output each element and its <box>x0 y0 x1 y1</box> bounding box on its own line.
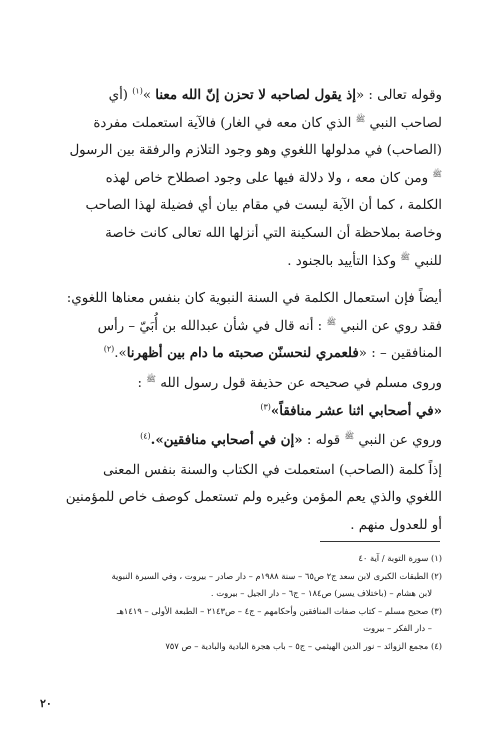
text-run: فقد روي عن النبي <box>336 318 442 334</box>
text-run: أو للعدول منهم . <box>350 517 442 533</box>
text-run: : <box>137 375 147 391</box>
salutation-glyph: ﷺ <box>400 252 410 262</box>
hadith-quote: في أصحابي اثنا عشر منافقاً <box>279 402 434 419</box>
footnote-3: (٣) صحيح مسلم – كتاب صفات المنافقين وأحكامهم – ج٤ – ص٢١٤٣ – الطبعة الأولى – ١٤١٩هـ <box>116 605 442 616</box>
salutation-glyph: ﷺ <box>355 114 366 124</box>
salutation-glyph: ﷺ <box>432 169 442 179</box>
footnote-4: (٤) مجمع الزوائد – نور الدين الهيثمي – ج٥ – باب هجرة البادية والبادية – ص ٧٥٧ <box>165 640 442 651</box>
paragraph-2 <box>62 285 442 368</box>
salutation-glyph: ﷺ <box>344 431 355 441</box>
text-run: للنبي <box>409 253 442 269</box>
main-text <box>62 82 442 540</box>
paragraph-5 <box>62 457 442 540</box>
footnote-ref-4: (٤) <box>140 431 151 441</box>
text-run: : أنه قال في شأن عبدالله بن أُبَيّ – رأس <box>97 318 327 334</box>
hadith-quote: «إن في أصحابي منافقين». <box>150 432 303 449</box>
text-run: وخاصة بملاحظة أن السكينة التي أنزلها الله تعالى كانت خاصة <box>105 225 442 241</box>
text-run: اللغوي والذي يعم المؤمن وغيره ولم تستعمل كوصف خاص للمؤمنين <box>65 490 442 506</box>
text-run: « <box>433 402 442 419</box>
text-run: أيضاً فإن استعمال الكلمة في السنة النبوية كان بنفس معناها اللغوي: <box>66 291 442 307</box>
footnote-2: (٢) الطبقات الكبرى لابن سعد ج٢ ص٦٥ – سنة ١٩٨٨م – دار صادر – بيروت ، وفي السيرة النبوية <box>111 570 442 581</box>
paragraph-1 <box>62 82 442 275</box>
text-run: وروي عن النبي <box>354 433 442 449</box>
text-run: » <box>270 402 280 419</box>
paragraph-3 <box>62 370 442 425</box>
paragraph-4 <box>62 427 442 455</box>
text-run: لصاحب النبي <box>365 115 442 131</box>
text-run: ومن كان معه ، ولا دلالة فيها على وجود اصطلاح خاص لهذه <box>105 170 433 186</box>
hadith-quote: فلعمري لنحسنّن صحبته ما دام بين أظهرنا <box>126 345 359 362</box>
footnote-1: (١) سورة التوبة / آية ٤٠ <box>358 553 442 563</box>
text-run: (أي <box>108 88 133 103</box>
salutation-glyph: ﷺ <box>326 317 337 327</box>
footnote-ref-1: (١) <box>132 86 143 96</box>
text-run: الذي كان معه في الغار) فالآية استعملت مفردة <box>93 115 356 131</box>
footnote-3-continued: – دار الفكر – بيروت <box>363 623 432 633</box>
text-run: (الصاحب) في مدلولها اللغوي وهو وجود التلازم والرفقة بين الرسول <box>69 143 442 159</box>
text-run: وكذا التأييد بالجنود . <box>287 253 401 269</box>
page-number: ٢٠ <box>40 697 52 710</box>
text-run: وروى مسلم في صحيحه عن حذيفة قول رسول الله <box>155 375 442 391</box>
text-run: ». <box>114 346 127 362</box>
footnotes <box>62 550 442 655</box>
footnote-2-continued: لابن هشام – (باختلاف يسير) ص١٨٤ – ج٦ – دار الجيل – بيروت . <box>210 588 432 598</box>
text-run: الكلمة ، كما أن الآية ليست في مقام بيان أي فضيلة لهذا الصاحب <box>85 198 442 214</box>
footnote-ref-3: (٣) <box>260 402 271 412</box>
footnote-divider <box>320 541 440 542</box>
text-run: » <box>142 88 156 103</box>
text-run: قوله : <box>302 433 345 449</box>
text-run: إذاً كلمة (الصاحب) استعملت في الكتاب والسنة بنفس المعنى <box>102 462 442 478</box>
salutation-glyph: ﷺ <box>146 374 156 384</box>
quran-verse: إذ يقول لصاحبه لا تحزن إنّ الله معنا <box>155 87 356 103</box>
text-run: المنافقين – : « <box>358 346 442 362</box>
text-run: وقوله تعالى : « <box>355 88 442 103</box>
footnote-ref-2: (٢) <box>103 344 115 354</box>
